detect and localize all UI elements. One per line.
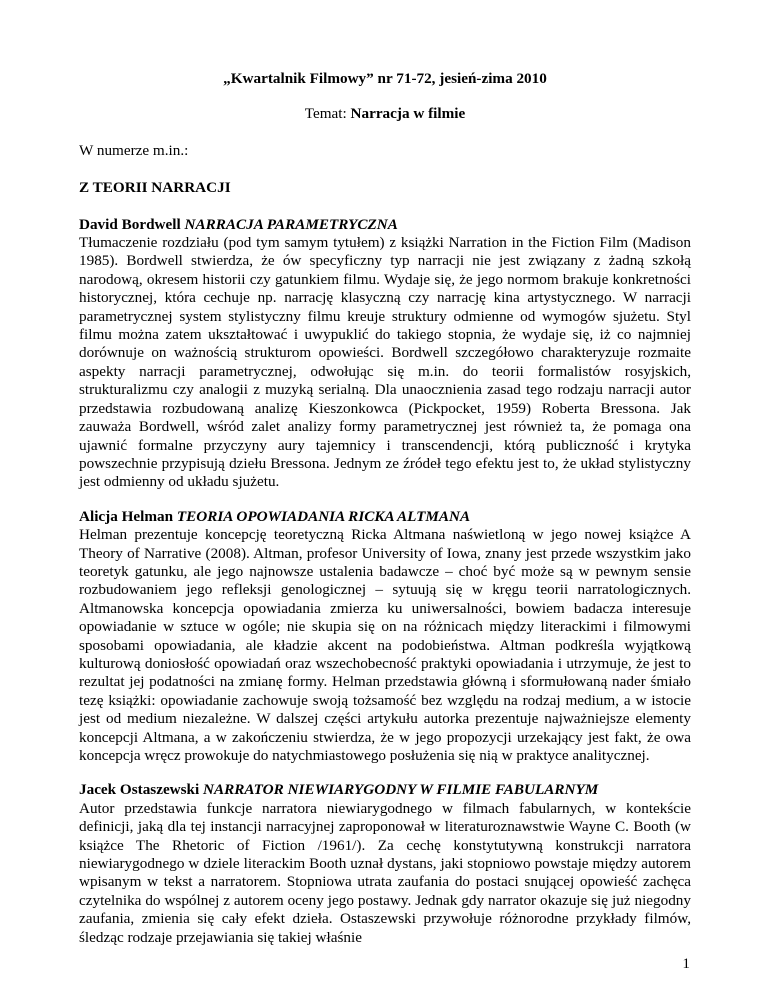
article-body: Helman prezentuje koncepcję teoretyczną Ricka Altmana naświetloną w jego nowej książce A Theory of Narrative (2008). Altman, profesor University of Iowa, znany jest przede wszystkim jako teoretyk gatunku, ale jego najnowsze ustalenia badawcze – choć być może są w pewnym sensie rozbudowaniem jego refleksji genologicznej – sytuują się w kręgu teorii narratologicznych. Altmanowska koncepcja opowiadania zmierza ku uniwersalności, bowiem badacza interesuje opowiadanie w sztuce w ogóle; nie skupia się on na różnicach między literackimi i filmowymi sposobami opowiadania, ale kładzie akcent na podobieństwa. Altman podkreśla wyjątkową kulturową doniosłość opowiadań oraz wszechobecność praktyki opowiadania i utrzymuje, że jest to rezultat jej podatności na zmianę formy. Helman przedstawia główną i sformułowaną nader śmiało tezę książki: opowiadanie zachowuje swoją tożsamość bez względu na rodzaj medium, a w istocie jest od medium niezależne. W dalszej części artykułu autorka prezentuje najważniejsze elementy koncepcji Altmana, a w zakończeniu stwierdza, że w jego propozycji urzekający jest fakt, że owa koncepcja wręcz prowokuje do natychmiastowego posłużenia się nią w praktyce analitycznej.	[79, 526, 691, 764]
article-heading	[79, 216, 691, 234]
article-title: TEORIA OPOWIADANIA RICKA ALTMANA	[176, 507, 471, 525]
issue-intro: W numerze m.in.:	[79, 141, 189, 159]
section-title: Z TEORII NARRACJI	[79, 179, 231, 197]
article-helman	[79, 508, 691, 766]
article-body: Autor przedstawia funkcje narratora niewiarygodnego w filmach fabularnych, w kontekście definicji, jaką dla tej instancji narracyjnej zaproponował w literaturoznawstwie Wayne C. Booth (w książce The Rhetoric of Fiction /1961/). Za cechę konstytutywną konstrukcji narratora niewiarygodnego w dziele literackim Booth uznał dystans, jaki stopniowo powstaje między autorem wpisanym w tekst a narratorem. Stopniowa utrata zaufania do postaci snującej opowieść zachęca czytelnika do wspólnej z autorem oceny jego postawy. Jednak gdy narrator okazuje się już niegodny zaufania, zmienia się cały efekt dzieła. Ostaszewski przywołuje różnorodne przykłady filmów, śledząc rodzaje przejawiania się takiej właśnie	[79, 799, 691, 946]
topic-value: Narracja w filmie	[350, 105, 466, 123]
masthead: „Kwartalnik Filmowy” nr 71-72, jesień-zima 2010	[223, 70, 547, 87]
article-author: Jacek Ostaszewski	[79, 781, 200, 799]
page-number: 1	[682, 955, 690, 972]
article-title: NARRACJA PARAMETRYCZNA	[184, 215, 398, 233]
article-ostaszewski	[79, 781, 691, 947]
issue-topic	[79, 105, 691, 123]
article-title: NARRATOR NIEWIARYGODNY W FILMIE FABULARNYM	[203, 781, 599, 799]
article-author: Alicja Helman	[79, 507, 174, 525]
topic-label: Temat:	[304, 105, 347, 123]
article-bordwell	[79, 216, 691, 492]
article-author: David Bordwell	[79, 215, 181, 233]
article-heading	[79, 508, 691, 526]
article-body: Tłumaczenie rozdziału (pod tym samym tytułem) z książki Narration in the Fiction Film (Madison 1985). Bordwell stwierdza, że ów specyficzny typ narracji nie jest związany z żadną szkołą narodową, okresem historii czy gatunkiem filmu. Wydaje się, że jego normom brakuje konkretności historycznej, która cechuje np. narrację klasyczną czy narrację kina artystycznego. W narracji parametrycznej system stylistyczny filmu kreuje struktury odmienne od wymogów sjużetu. Styl filmu można zatem ukształtować i uwypuklić do takiego stopnia, że wydaje się, iż co najmniej dorównuje on ważnością strukturom opowieści. Bordwell szczegółowo charakteryzuje rozmaite aspekty narracji parametrycznej, odwołując się m.in. do teorii formalistów rosyjskich, strukturalizmu czy analogii z muzyką serialną. Dla unaocznienia zasad tego rodzaju narracji autor przedstawia rozbudowaną analizę Kieszonkowca (Pickpocket, 1959) Roberta Bressona. Jak zauważa Bordwell, wśród zalet analizy formy parametrycznej jest również ta, że pomaga ona ujawnić formalne przyczyny aury tajemnicy i transcendencji, którą publiczność i krytyka powszechnie przypisują dziełu Bressona. Jednym ze źródeł tego efektu jest to, że układ stylistyczny jest odmienny od układu sjużetu.	[79, 234, 691, 491]
article-heading	[79, 781, 691, 799]
document-page	[79, 70, 691, 947]
